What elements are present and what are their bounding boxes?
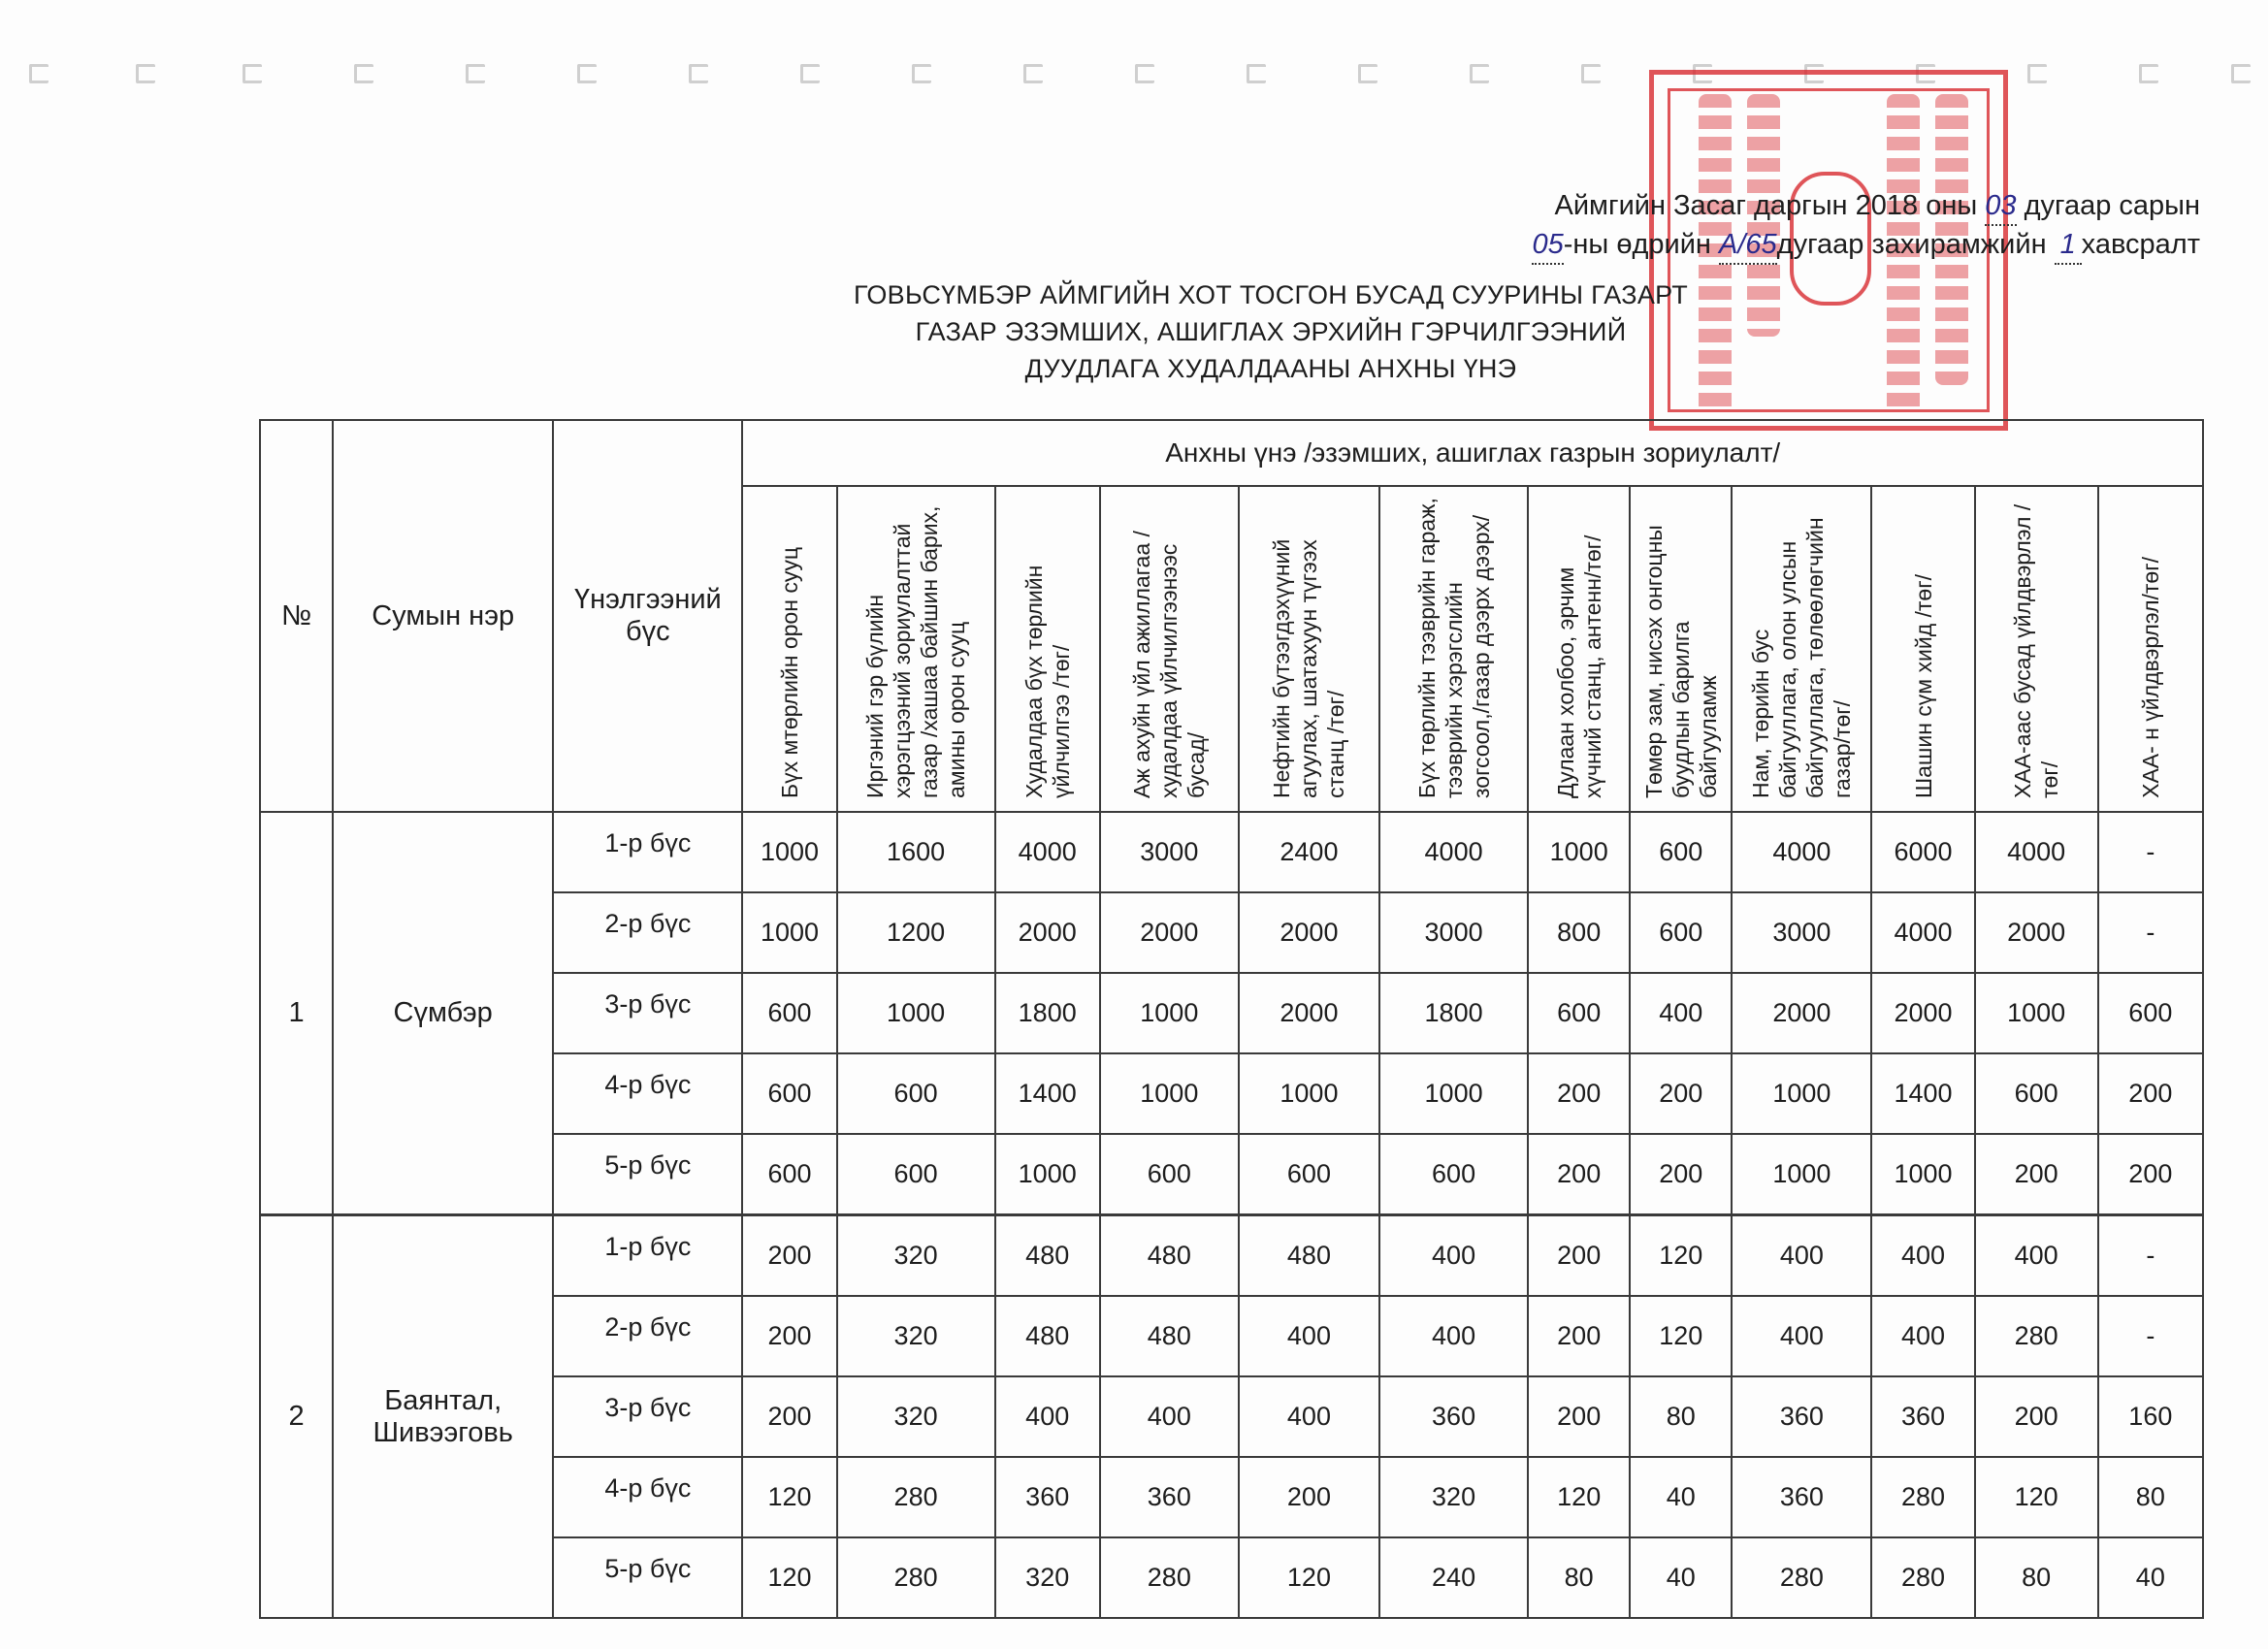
row-number-cell: 1 [260, 812, 333, 1215]
col-header-soum: Сумын нэр [333, 420, 553, 812]
price-cell: 2000 [1871, 973, 1974, 1053]
price-cell: 400 [1630, 973, 1732, 1053]
appendix-label: хавсралт [2081, 229, 2200, 260]
table-body [260, 812, 2203, 1618]
price-cell: 400 [1871, 1296, 1974, 1376]
price-cell: 120 [1239, 1537, 1379, 1618]
handwritten-month: 03 [1985, 187, 2016, 226]
zone-cell: 4-р бүс [553, 1457, 742, 1537]
price-cell: 1000 [1528, 812, 1630, 892]
price-cell: 2000 [1100, 892, 1239, 973]
price-cell: 480 [1100, 1215, 1239, 1297]
price-cell: 600 [1630, 812, 1732, 892]
price-cell: 280 [1975, 1296, 2098, 1376]
price-cell: 1000 [995, 1134, 1100, 1215]
price-cell: 600 [1239, 1134, 1379, 1215]
price-cell: 200 [1630, 1053, 1732, 1134]
price-cell: 200 [1975, 1134, 2098, 1215]
table-row [260, 1215, 2203, 1297]
price-cell: 600 [742, 973, 836, 1053]
price-cell: 1000 [742, 812, 836, 892]
zone-cell: 2-р бүс [553, 892, 742, 973]
title-line-1: ГОВЬСҮМБЭР АЙМГИЙН ХОТ ТОСГОН БУСАД СУУРИНЫ ГАЗАРТ [853, 280, 1689, 309]
zone-cell: 2-р бүс [553, 1296, 742, 1376]
price-cell: 3000 [1379, 892, 1528, 973]
title-line-3: ДУУДЛАГА ХУДАЛДААНЫ АНХНЫ ҮНЭ [1024, 354, 1517, 383]
price-cell: 280 [837, 1457, 995, 1537]
price-cell: 600 [1528, 973, 1630, 1053]
price-cell: 1000 [1379, 1053, 1528, 1134]
category-header: Бүх мтөрлийн орон сууц [742, 486, 836, 812]
price-cell: 600 [837, 1053, 995, 1134]
zone-cell: 1-р бүс [553, 1215, 742, 1297]
zone-cell: 3-р бүс [553, 1376, 742, 1457]
price-cell: 360 [1732, 1376, 1871, 1457]
price-cell: 400 [1732, 1215, 1871, 1297]
category-header: Нефтийн бүтээгдэхүүний агуулах, шатахуун түгээх станц /төг/ [1239, 486, 1379, 812]
zone-cell: 3-р бүс [553, 973, 742, 1053]
price-cell: 360 [995, 1457, 1100, 1537]
price-cell: 600 [2098, 973, 2203, 1053]
price-cell: 200 [742, 1376, 836, 1457]
price-table [259, 419, 2204, 1619]
price-cell: 600 [837, 1134, 995, 1215]
price-cell: 1000 [837, 973, 995, 1053]
col-header-number: № [260, 420, 333, 812]
price-cell: 2000 [1975, 892, 2098, 973]
category-header: Аж ахуйн үйл ажиллагаа /худалдаа үйлчилгээнээс бусад/ [1100, 486, 1239, 812]
price-cell: 1400 [995, 1053, 1100, 1134]
appendix-line1-suffix: дугаар сарын [2024, 190, 2200, 221]
price-cell: 200 [1239, 1457, 1379, 1537]
price-cell: 200 [2098, 1053, 2203, 1134]
price-cell: 120 [1630, 1215, 1732, 1297]
price-cell: 480 [995, 1215, 1100, 1297]
price-cell: 200 [1630, 1134, 1732, 1215]
price-cell: 480 [1100, 1296, 1239, 1376]
price-cell: 4000 [1379, 812, 1528, 892]
price-cell: - [2098, 1296, 2203, 1376]
group-header-initial-price: Анхны үнэ /эзэмших, ашиглах газрын зориулалт/ [742, 420, 2203, 486]
appendix-line1-prefix: Аймгийн Засаг даргын 2018 оны [1554, 190, 1978, 221]
soum-name-cell: Баянтал, Шивээговь [333, 1215, 553, 1619]
price-cell: 120 [1528, 1457, 1630, 1537]
price-cell: 400 [1732, 1296, 1871, 1376]
price-cell: 200 [2098, 1134, 2203, 1215]
price-cell: 320 [995, 1537, 1100, 1618]
price-cell: 400 [1975, 1215, 2098, 1297]
price-cell: 480 [1239, 1215, 1379, 1297]
price-cell: 6000 [1871, 812, 1974, 892]
zone-cell: 4-р бүс [553, 1053, 742, 1134]
price-cell: 1800 [1379, 973, 1528, 1053]
document-title [698, 276, 1843, 387]
price-cell: 1600 [837, 812, 995, 892]
price-cell: 1000 [1239, 1053, 1379, 1134]
price-cell: 3000 [1732, 892, 1871, 973]
price-cell: 240 [1379, 1537, 1528, 1618]
price-cell: 400 [1100, 1376, 1239, 1457]
price-cell: 2000 [995, 892, 1100, 973]
price-cell: 120 [1975, 1457, 2098, 1537]
price-cell: - [2098, 812, 2203, 892]
price-cell: 400 [1379, 1296, 1528, 1376]
price-cell: 80 [1975, 1537, 2098, 1618]
price-cell: 480 [995, 1296, 1100, 1376]
price-cell: 3000 [1100, 812, 1239, 892]
price-cell: - [2098, 1215, 2203, 1297]
appendix-order-label: дугаар захирамжийн [1776, 229, 2047, 260]
price-cell: 280 [1100, 1537, 1239, 1618]
price-cell: 1000 [742, 892, 836, 973]
category-header: Шашин сүм хийд /төг/ [1871, 486, 1974, 812]
category-header: Дулаан холбоо, эрчим хүчний станц, антенн/төг/ [1528, 486, 1630, 812]
price-cell: 80 [2098, 1457, 2203, 1537]
price-cell: 360 [1100, 1457, 1239, 1537]
price-cell: 400 [995, 1376, 1100, 1457]
price-cell: 200 [1528, 1053, 1630, 1134]
price-cell: 600 [1630, 892, 1732, 973]
price-cell: - [2098, 892, 2203, 973]
price-cell: 120 [1630, 1296, 1732, 1376]
zone-cell: 1-р бүс [553, 812, 742, 892]
price-cell: 400 [1239, 1296, 1379, 1376]
category-header: ХАА- н үйлдвэрлэл/төг/ [2098, 486, 2203, 812]
category-header: Худалдаа бүх төрлийн үйлчилгээ /төг/ [995, 486, 1100, 812]
price-cell: 1800 [995, 973, 1100, 1053]
price-cell: 600 [742, 1053, 836, 1134]
price-cell: 800 [1528, 892, 1630, 973]
handwritten-appendix-number: 1 [2055, 226, 2082, 265]
price-cell: 400 [1379, 1215, 1528, 1297]
price-cell: 80 [1528, 1537, 1630, 1618]
price-cell: 1200 [837, 892, 995, 973]
price-cell: 1400 [1871, 1053, 1974, 1134]
price-cell: 40 [2098, 1537, 2203, 1618]
price-cell: 360 [1871, 1376, 1974, 1457]
price-cell: 320 [837, 1296, 995, 1376]
price-cell: 280 [1871, 1537, 1974, 1618]
zone-cell: 5-р бүс [553, 1134, 742, 1215]
price-cell: 160 [2098, 1376, 2203, 1457]
price-cell: 1000 [1100, 973, 1239, 1053]
title-line-2: ГАЗАР ЭЗЭМШИХ, АШИГЛАХ ЭРХИЙН ГЭРЧИЛГЭЭНИЙ [915, 317, 1627, 346]
price-cell: 2000 [1732, 973, 1871, 1053]
price-cell: 200 [1975, 1376, 2098, 1457]
price-cell: 2000 [1239, 973, 1379, 1053]
price-cell: 280 [837, 1537, 995, 1618]
price-cell: 1000 [1975, 973, 2098, 1053]
zone-cell: 5-р бүс [553, 1537, 742, 1618]
price-cell: 120 [742, 1537, 836, 1618]
price-cell: 4000 [1732, 812, 1871, 892]
handwritten-day: 05 [1532, 226, 1563, 265]
row-number-cell: 2 [260, 1215, 333, 1619]
appendix-reference [1532, 187, 2200, 265]
appendix-day-label: -ны өдрийн [1563, 229, 1711, 260]
price-cell: 600 [1379, 1134, 1528, 1215]
price-cell: 40 [1630, 1537, 1732, 1618]
price-cell: 120 [742, 1457, 836, 1537]
price-cell: 1000 [1732, 1053, 1871, 1134]
price-cell: 40 [1630, 1457, 1732, 1537]
price-cell: 280 [1871, 1457, 1974, 1537]
price-cell: 600 [1100, 1134, 1239, 1215]
category-header: Бүх төрлийн тээврийн гараж, тээврийн хэрэгслийн зогсоол,/газар дээрх дээрх/ [1379, 486, 1528, 812]
price-cell: 2000 [1239, 892, 1379, 973]
price-cell: 600 [742, 1134, 836, 1215]
price-cell: 200 [1528, 1296, 1630, 1376]
price-cell: 4000 [1975, 812, 2098, 892]
table-row [260, 812, 2203, 892]
price-cell: 360 [1732, 1457, 1871, 1537]
handwritten-order-number: A/65 [1719, 226, 1777, 265]
price-cell: 400 [1239, 1376, 1379, 1457]
price-cell: 200 [1528, 1376, 1630, 1457]
price-cell: 80 [1630, 1376, 1732, 1457]
price-cell: 200 [1528, 1134, 1630, 1215]
col-header-zone: Үнэлгээний бүс [553, 420, 742, 812]
soum-name-cell: Сүмбэр [333, 812, 553, 1215]
category-header: Төмөр зам, нисэх онгоцны буудлын барилга байгууламж [1630, 486, 1732, 812]
price-cell: 200 [742, 1296, 836, 1376]
price-cell: 4000 [995, 812, 1100, 892]
price-cell: 320 [837, 1376, 995, 1457]
price-cell: 400 [1871, 1215, 1974, 1297]
price-cell: 4000 [1871, 892, 1974, 973]
category-header: Нам, төрийн бус байгууллага, олон улсын байгууллага, төлөөлөгчийн газар/төг/ [1732, 486, 1871, 812]
price-cell: 200 [742, 1215, 836, 1297]
price-cell: 320 [837, 1215, 995, 1297]
price-cell: 1000 [1100, 1053, 1239, 1134]
price-cell: 600 [1975, 1053, 2098, 1134]
price-cell: 280 [1732, 1537, 1871, 1618]
category-header: ХАА-аас бусад үйлдвэрлэл /төг/ [1975, 486, 2098, 812]
price-cell: 1000 [1732, 1134, 1871, 1215]
price-cell: 1000 [1871, 1134, 1974, 1215]
price-cell: 200 [1528, 1215, 1630, 1297]
category-header: Иргэний гэр бүлийн хэрэгцээний зориулалттай газар /хашаа байшин барих, амины орон сууц [837, 486, 995, 812]
price-cell: 2400 [1239, 812, 1379, 892]
price-cell: 360 [1379, 1376, 1528, 1457]
price-cell: 320 [1379, 1457, 1528, 1537]
